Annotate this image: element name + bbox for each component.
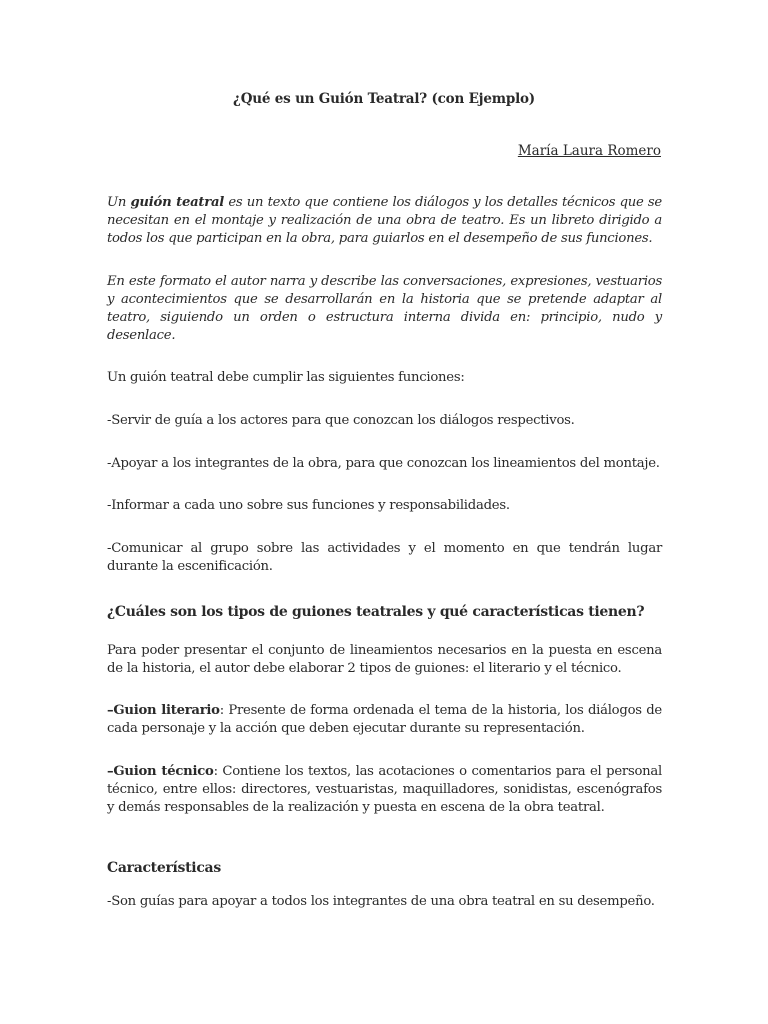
guion-literario-label: –Guion literario [107,703,220,718]
document-title: ¿Qué es un Guión Teatral? (con Ejemplo) [233,91,535,107]
types-intro: Para poder presentar el conjunto de lineamientos necesarios en la puesta en escena de la historia, el autor debe elaborar 2 tipos de guiones: el literario y el técnico. [107,643,662,676]
guion-tecnico-text: : Contiene los textos, las acotaciones o comentarios para el personal técnico, entre ellos: directores, vestuaristas, maquilladores, sonidistas, escenógrafos y demás responsables de la realización y puesta en escena de la obra teatral. [107,764,662,815]
function-item-4: -Comunicar al grupo sobre las actividades y el momento en que tendrán lugar durante la escenificación. [107,541,662,574]
function-item-3: -Informar a cada uno sobre sus funciones y responsabilidades. [107,498,510,513]
functions-lead: Un guión teatral debe cumplir las siguientes funciones: [107,370,465,385]
guion-literario [107,702,662,738]
guion-literario-text: : Presente de forma ordenada el tema de la historia, los diálogos de cada personaje y la acción que deben ejecutar durante su representación. [107,703,662,736]
intro-paragraph-1 [107,194,662,248]
guion-tecnico-label: –Guion técnico [107,764,214,779]
author-name: María Laura Romero [517,143,661,159]
intro-lead: Un [107,195,131,210]
function-item-2: -Apoyar a los integrantes de la obra, para que conozcan los lineamientos del montaje. [107,456,660,471]
intro-paragraph-2: En este formato el autor narra y describe las conversaciones, expresiones, vestuarios y acontecimientos que se desarrollarán en la historia que se pretende adaptar al teatro, siguiendo un orden o estructura interna divida en: principio, nudo y desenlace. [107,274,662,343]
characteristics-heading: Características [107,860,221,876]
function-item-1: -Servir de guía a los actores para que conozcan los diálogos respectivos. [107,413,575,428]
intro-term: guión teatral [130,195,225,210]
characteristic-item-1: -Son guías para apoyar a todos los integrantes de una obra teatral en su desempeño. [107,894,655,909]
intro-rest: es un texto que contiene los diálogos y los detalles técnicos que se necesitan en el montaje y realización de una obra de teatro. Es un libreto dirigido a todos los que participan en la obra, para guiarlos en el desempeño de sus funciones. [107,195,662,246]
guion-tecnico [107,763,662,817]
types-heading: ¿Cuáles son los tipos de guiones teatrales y qué características tienen? [107,604,645,620]
